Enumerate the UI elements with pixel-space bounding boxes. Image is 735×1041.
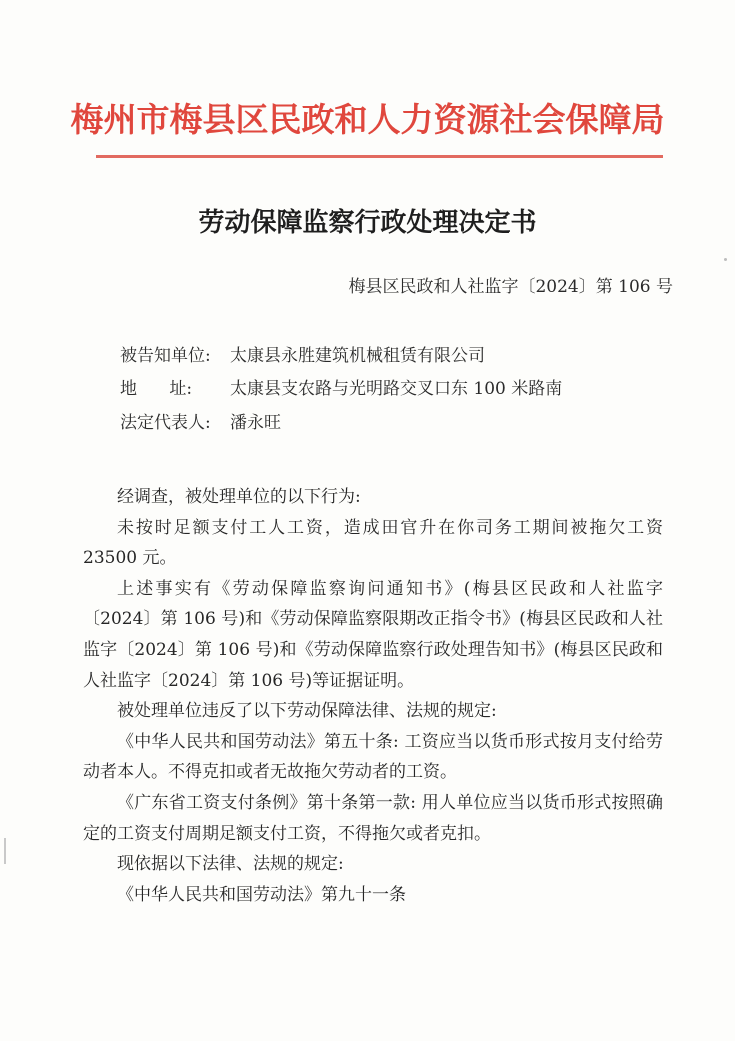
body-paragraph-investigation: 经调查，被处理单位的以下行为: bbox=[117, 487, 361, 507]
red-divider-line bbox=[96, 155, 663, 158]
body-paragraph-labor-law-50: 《中华人民共和国劳动法》第五十条: 工资应当以货币形式按月支付给劳动者本人。不得克扣或者无故拖欠劳动者的工资。 bbox=[83, 731, 663, 783]
scan-speck bbox=[724, 258, 727, 261]
body-paragraph-violation: 未按时足额支付工人工资，造成田官升在你司务工期间被拖欠工资 23500 元。 bbox=[83, 517, 663, 569]
party-unit-label: 被告知单位: bbox=[120, 346, 211, 366]
party-rep-label: 法定代表人: bbox=[120, 413, 211, 433]
party-rep-row bbox=[120, 408, 281, 433]
scan-edge-mark bbox=[4, 838, 6, 864]
body-paragraph-guangdong-rule: 《广东省工资支付条例》第十条第一款: 用人单位应当以货币形式按照确定的工资支付周期足额支付工资，不得拖欠或者克扣。 bbox=[83, 792, 663, 844]
party-address-value: 太康县支农路与光明路交叉口东 100 米路南 bbox=[230, 379, 563, 399]
body-paragraph-labor-law-91: 《中华人民共和国劳动法》第九十一条 bbox=[117, 884, 406, 905]
party-rep-value: 潘永旺 bbox=[230, 413, 281, 433]
party-unit-row bbox=[120, 341, 485, 366]
document-number: 梅县区民政和人社监字〔2024〕第 106 号 bbox=[348, 277, 673, 297]
party-address-row bbox=[120, 374, 562, 399]
party-address-label: 地 址: bbox=[120, 379, 193, 399]
document-body bbox=[83, 482, 663, 910]
agency-header: 梅州市梅县区民政和人力资源社会保障局 bbox=[70, 100, 665, 139]
party-unit-value: 太康县永胜建筑机械租赁有限公司 bbox=[230, 346, 485, 366]
document-title: 劳动保障监察行政处理决定书 bbox=[198, 208, 537, 238]
body-paragraph-basis: 现依据以下法律、法规的规定: bbox=[117, 854, 344, 875]
body-paragraph-violated-rules: 被处理单位违反了以下劳动保障法律、法规的规定: bbox=[117, 701, 497, 722]
body-paragraph-evidence: 上述事实有《劳动保障监察询问通知书》(梅县区民政和人社监字〔2024〕第 106 号)和《劳动保障监察限期改正指令书》(梅县区民政和人社监字〔2024〕第 106 号)和《劳动保障监察行政处理告知书》(梅县区民政和人社监字〔2024〕第 106 号)等证据证明。 bbox=[83, 578, 663, 691]
